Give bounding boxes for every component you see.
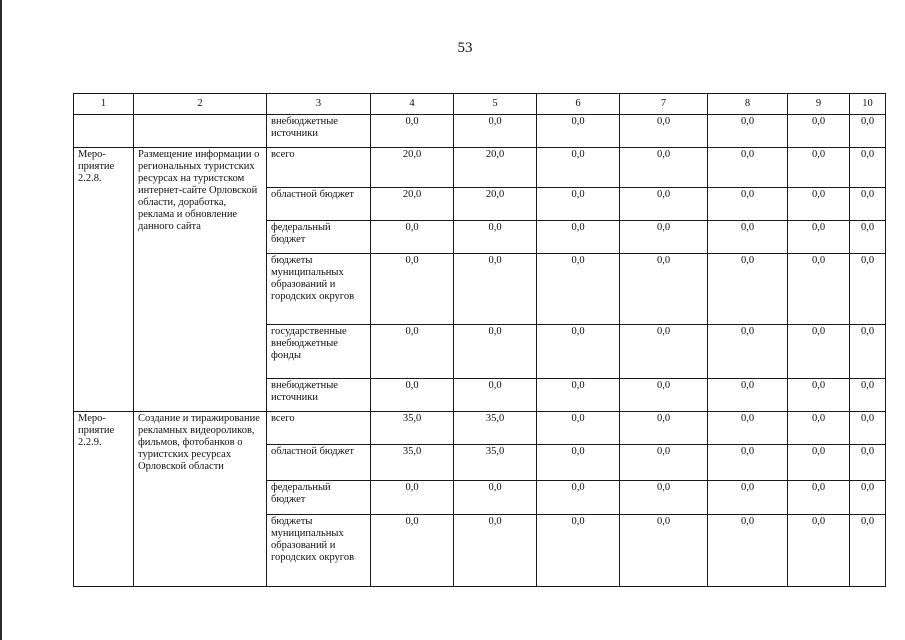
value-cell: 0,0: [454, 254, 537, 325]
value-cell: 0,0: [708, 445, 788, 481]
value-cell: 0,0: [371, 481, 454, 515]
value-cell: 0,0: [850, 412, 886, 445]
value-cell: 0,0: [708, 515, 788, 587]
funding-source-cell: бюджеты муниципальных образований и городских округов: [267, 515, 371, 587]
value-cell: 0,0: [708, 325, 788, 379]
value-cell: 0,0: [850, 254, 886, 325]
value-cell: 0,0: [788, 115, 850, 148]
value-cell: 0,0: [537, 412, 620, 445]
value-cell: 0,0: [788, 254, 850, 325]
value-cell: 0,0: [708, 254, 788, 325]
value-cell: 0,0: [620, 221, 708, 254]
value-cell: 0,0: [537, 515, 620, 587]
value-cell: 0,0: [371, 115, 454, 148]
page-left-edge: [0, 0, 2, 640]
measure-cell: Меро-приятие 2.2.9.: [74, 412, 134, 587]
value-cell: 0,0: [537, 325, 620, 379]
funding-source-cell: федеральный бюджет: [267, 221, 371, 254]
funding-source-cell: всего: [267, 148, 371, 188]
value-cell: 0,0: [850, 379, 886, 412]
value-cell: 0,0: [454, 325, 537, 379]
value-cell: 0,0: [708, 379, 788, 412]
value-cell: 0,0: [620, 188, 708, 221]
funding-source-cell: областной бюджет: [267, 445, 371, 481]
value-cell: 0,0: [788, 379, 850, 412]
funding-source-cell: внебюджетные источники: [267, 115, 371, 148]
value-cell: 20,0: [371, 148, 454, 188]
value-cell: 20,0: [454, 148, 537, 188]
value-cell: 0,0: [620, 412, 708, 445]
value-cell: 0,0: [850, 445, 886, 481]
funding-source-cell: федеральный бюджет: [267, 481, 371, 515]
value-cell: 0,0: [454, 515, 537, 587]
column-header: 6: [537, 94, 620, 115]
value-cell: 35,0: [454, 445, 537, 481]
funding-source-cell: государственные внебюджетные фонды: [267, 325, 371, 379]
value-cell: 0,0: [708, 412, 788, 445]
value-cell: 0,0: [708, 221, 788, 254]
column-header: 3: [267, 94, 371, 115]
value-cell: 0,0: [371, 325, 454, 379]
value-cell: 0,0: [850, 325, 886, 379]
value-cell: 0,0: [371, 379, 454, 412]
value-cell: 0,0: [708, 188, 788, 221]
value-cell: 0,0: [537, 254, 620, 325]
value-cell: 0,0: [537, 115, 620, 148]
value-cell: 35,0: [371, 412, 454, 445]
value-cell: 0,0: [850, 115, 886, 148]
table-row: [74, 412, 886, 445]
column-header: 4: [371, 94, 454, 115]
value-cell: 35,0: [454, 412, 537, 445]
value-cell: 0,0: [537, 445, 620, 481]
value-cell: 0,0: [454, 221, 537, 254]
value-cell: 20,0: [454, 188, 537, 221]
value-cell: 20,0: [371, 188, 454, 221]
funding-source-cell: всего: [267, 412, 371, 445]
value-cell: 0,0: [850, 481, 886, 515]
column-header: 8: [708, 94, 788, 115]
value-cell: 0,0: [620, 515, 708, 587]
funding-source-cell: внебюджетные источники: [267, 379, 371, 412]
value-cell: 0,0: [537, 188, 620, 221]
value-cell: 0,0: [620, 325, 708, 379]
value-cell: 0,0: [708, 115, 788, 148]
value-cell: 0,0: [454, 115, 537, 148]
value-cell: 0,0: [788, 481, 850, 515]
table-row: [74, 148, 886, 188]
value-cell: 0,0: [850, 148, 886, 188]
column-header: 7: [620, 94, 708, 115]
value-cell: 0,0: [371, 515, 454, 587]
budget-table: [73, 93, 886, 587]
value-cell: 0,0: [850, 515, 886, 587]
column-header: 10: [850, 94, 886, 115]
table-header-row: [74, 94, 886, 115]
measure-cell: Меро-приятие 2.2.8.: [74, 148, 134, 412]
value-cell: 0,0: [371, 254, 454, 325]
table-row: [74, 115, 886, 148]
page-number: 53: [457, 40, 473, 56]
value-cell: 0,0: [850, 188, 886, 221]
value-cell: 0,0: [620, 254, 708, 325]
value-cell: 0,0: [537, 379, 620, 412]
value-cell: 0,0: [620, 379, 708, 412]
value-cell: 35,0: [371, 445, 454, 481]
value-cell: 0,0: [788, 445, 850, 481]
description-cell: Размещение информации о региональных туристских ресурсах на туристском интернет-сайте Орловской области, доработка, реклама и обновление данного сайта: [134, 148, 267, 412]
value-cell: 0,0: [620, 115, 708, 148]
value-cell: 0,0: [708, 148, 788, 188]
value-cell: 0,0: [620, 148, 708, 188]
funding-source-cell: областной бюджет: [267, 188, 371, 221]
value-cell: 0,0: [850, 221, 886, 254]
funding-source-cell: бюджеты муниципальных образований и городских округов: [267, 254, 371, 325]
value-cell: 0,0: [788, 148, 850, 188]
value-cell: 0,0: [537, 221, 620, 254]
value-cell: 0,0: [620, 481, 708, 515]
column-header: 5: [454, 94, 537, 115]
value-cell: 0,0: [788, 188, 850, 221]
value-cell: 0,0: [537, 148, 620, 188]
measure-cell: [74, 115, 134, 148]
value-cell: 0,0: [788, 515, 850, 587]
value-cell: 0,0: [454, 379, 537, 412]
value-cell: 0,0: [371, 221, 454, 254]
value-cell: 0,0: [708, 481, 788, 515]
description-cell: Создание и тиражирование рекламных видеороликов, фильмов, фотобанков о туристских ресурсах Орловской области: [134, 412, 267, 587]
value-cell: 0,0: [788, 325, 850, 379]
value-cell: 0,0: [454, 481, 537, 515]
column-header: 9: [788, 94, 850, 115]
value-cell: 0,0: [620, 445, 708, 481]
value-cell: 0,0: [788, 412, 850, 445]
column-header: 1: [74, 94, 134, 115]
column-header: 2: [134, 94, 267, 115]
value-cell: 0,0: [788, 221, 850, 254]
description-cell: [134, 115, 267, 148]
value-cell: 0,0: [537, 481, 620, 515]
